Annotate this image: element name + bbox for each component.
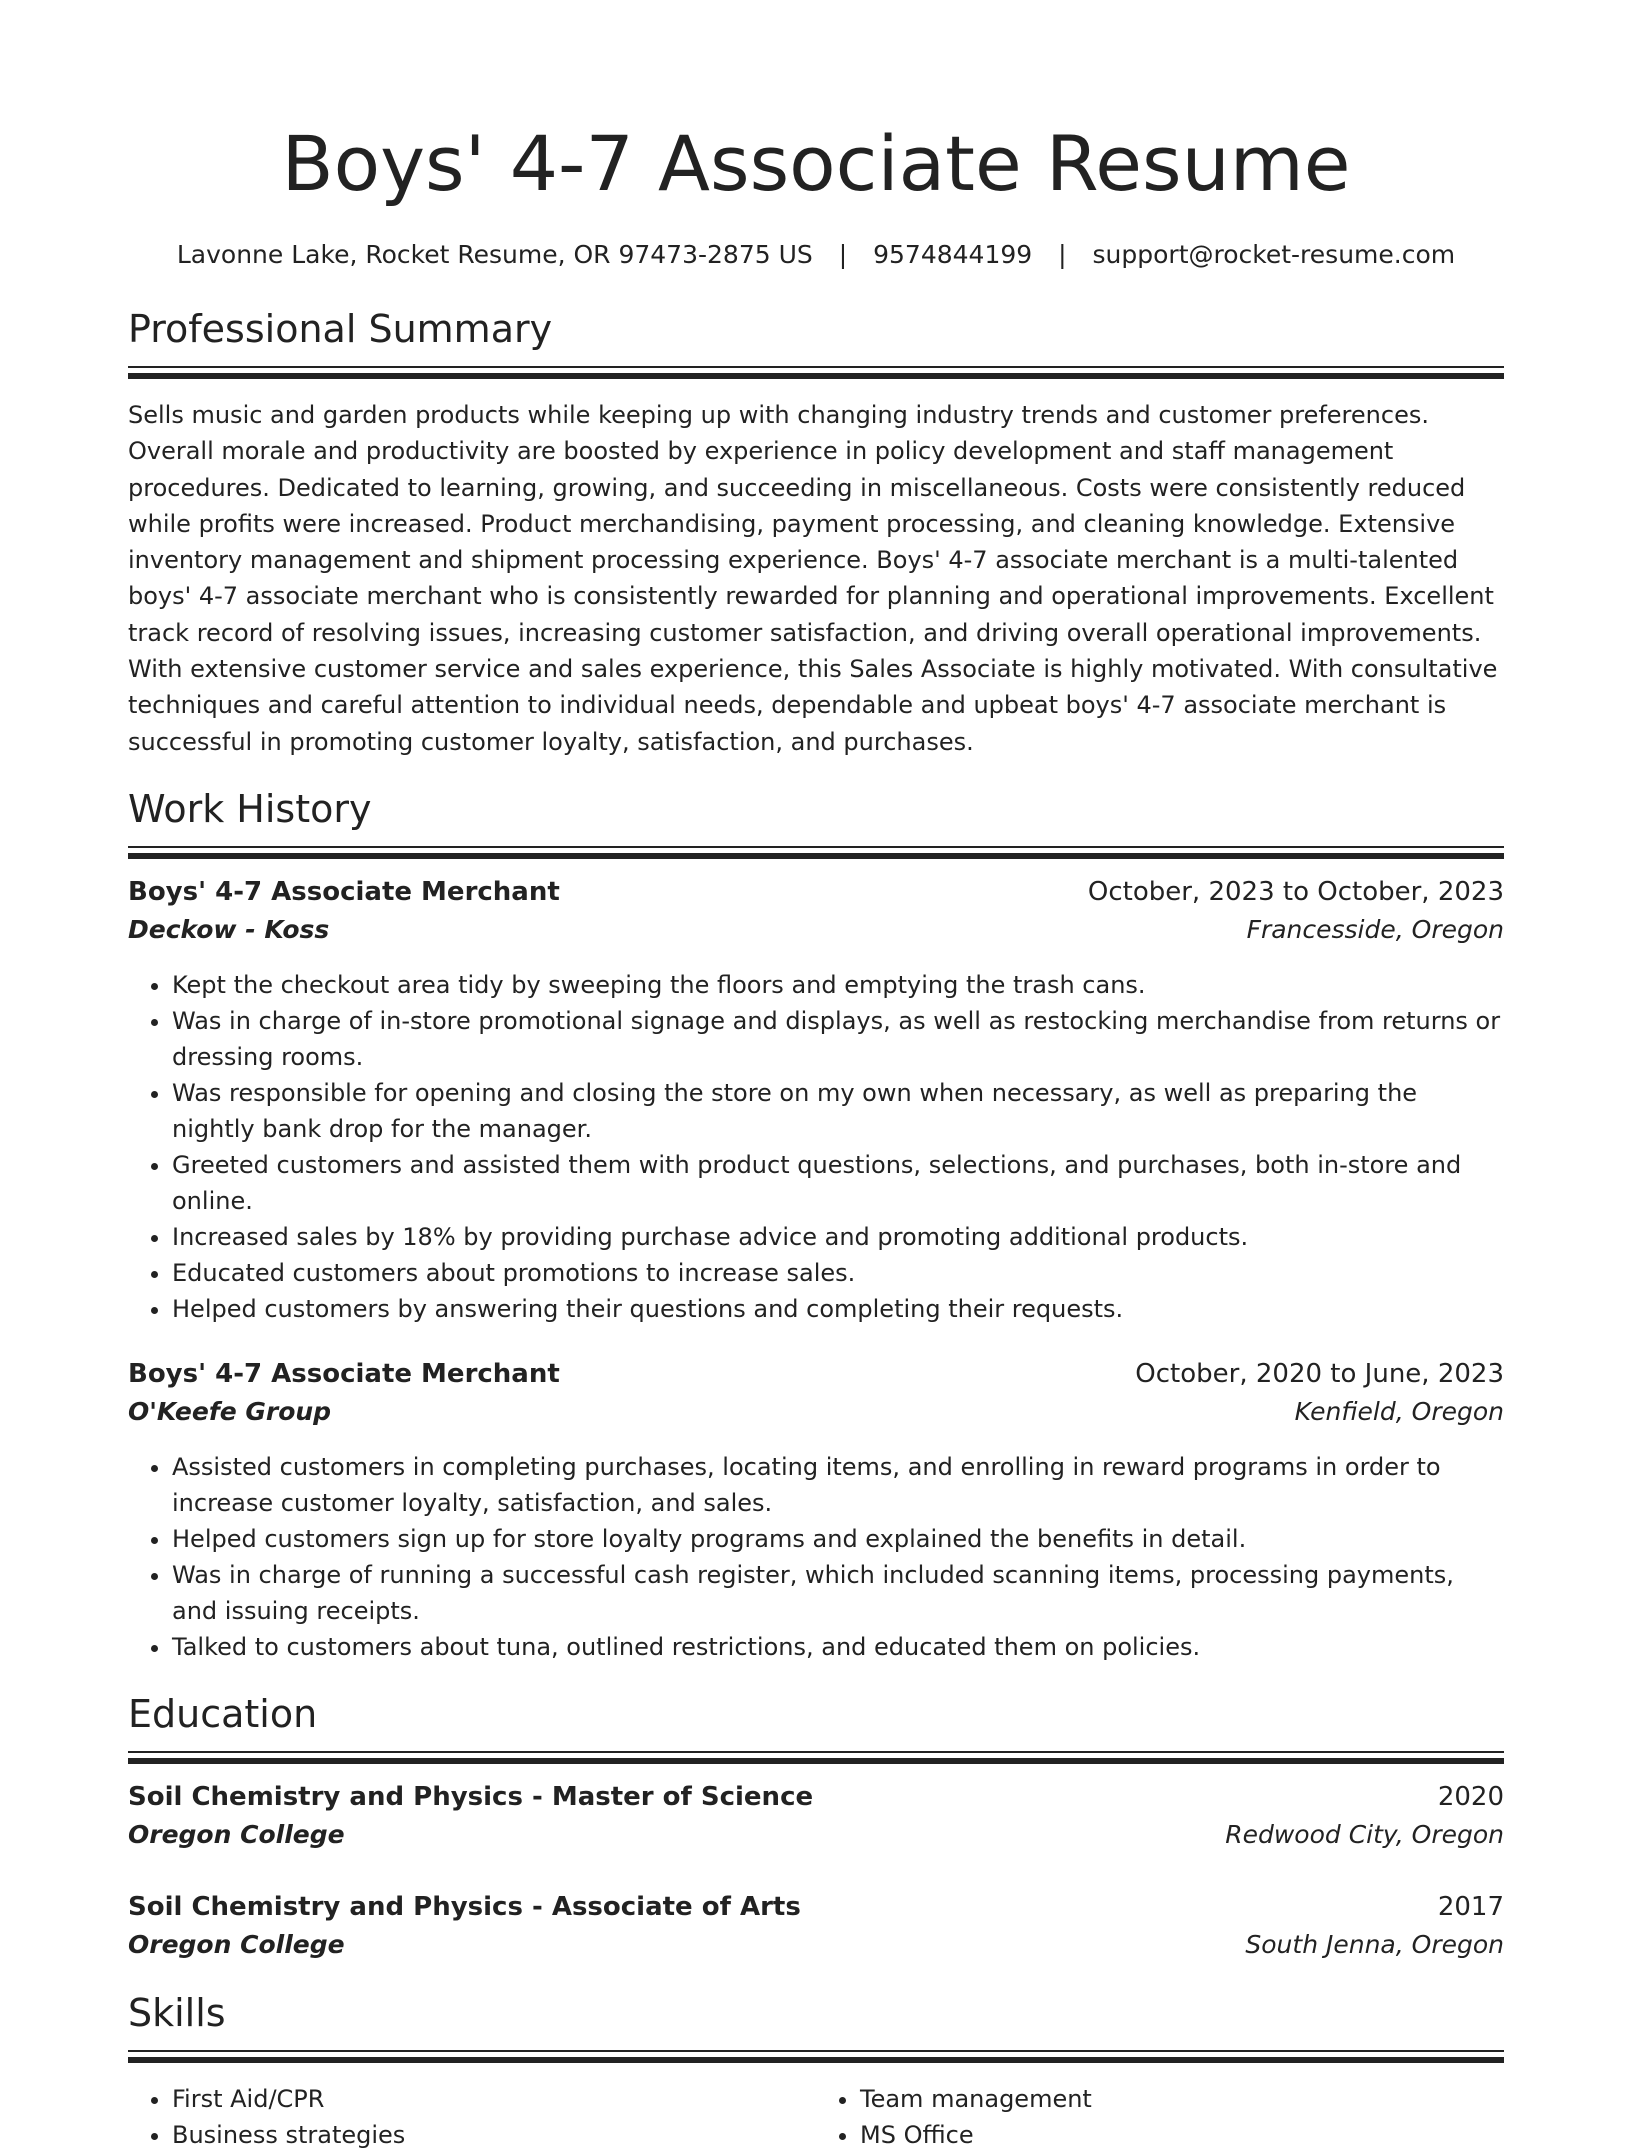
education-entry xyxy=(128,1888,1504,1964)
list-item: • Business strategies xyxy=(172,2117,816,2153)
education-school: Oregon College xyxy=(128,1819,345,1849)
job-entry xyxy=(128,1355,1504,1665)
job-bullets xyxy=(128,967,1504,1327)
list-item: • Assisted customers in completing purchases, locating items, and enrolling in reward programs in order to increase customer loyalty, satisfaction, and sales. xyxy=(172,1449,1504,1521)
skills-heading: Skills xyxy=(128,1990,226,2035)
work-history-section xyxy=(128,786,1504,1665)
job-location: Kenfield, Oregon xyxy=(1294,1396,1504,1426)
skills-column-right xyxy=(816,2081,1504,2153)
job-entry xyxy=(128,873,1504,1327)
summary-text: Sells music and garden products while keeping up with changing industry trends and customer preferences. Overall morale and productivity are boosted by experience in policy development and staff management procedures. Dedicated to learning, growing, and succeeding in miscellaneous. Costs were consistently reduced while profits were increased. Product merchandising, payment processing, and cleaning knowledge. Extensive inventory management and shipment processing experience. Boys' 4-7 associate merchant is a multi-talented boys' 4-7 associate merchant who is consistently rewarded for planning and operational improvements. Excellent track record of resolving issues, increasing customer satisfaction, and driving overall operational improvements. With extensive customer service and sales experience, this Sales Associate is highly motivated. With consultative techniques and careful attention to individual needs, dependable and upbeat boys' 4-7 associate merchant is successful in promoting customer loyalty, satisfaction, and purchases. xyxy=(128,401,1498,756)
education-degree: Soil Chemistry and Physics - Associate of Arts xyxy=(128,1891,801,1922)
list-item: • Kept the checkout area tidy by sweeping the floors and emptying the trash cans. xyxy=(172,967,1504,1003)
education-school: Oregon College xyxy=(128,1929,345,1959)
list-item: • Team management xyxy=(860,2081,1504,2117)
education-heading: Education xyxy=(128,1691,318,1736)
work-history-heading: Work History xyxy=(128,786,372,831)
section-divider xyxy=(128,846,1504,859)
contact-separator: | xyxy=(838,240,848,269)
list-item: • Greeted customers and assisted them with product questions, selections, and purchases, both in-store and online. xyxy=(172,1147,1504,1219)
job-employer: Deckow - Koss xyxy=(128,914,330,944)
education-degree: Soil Chemistry and Physics - Master of Science xyxy=(128,1781,814,1812)
list-item: • First Aid/CPR xyxy=(172,2081,816,2117)
education-location: South Jenna, Oregon xyxy=(1245,1929,1504,1959)
list-item: • Was in charge of running a successful cash register, which included scanning items, processing payments, and issuing receipts. xyxy=(172,1557,1504,1629)
section-divider xyxy=(128,2050,1504,2063)
education-year: 2017 xyxy=(1437,1891,1504,1922)
list-item: • Increased sales by 18% by providing purchase advice and promoting additional products. xyxy=(172,1219,1504,1255)
job-title: Boys' 4-7 Associate Merchant xyxy=(128,1358,560,1389)
list-item: • Talked to customers about tuna, outlined restrictions, and educated them on policies. xyxy=(172,1629,1504,1665)
list-item: • Was in charge of in-store promotional signage and displays, as well as restocking merchandise from returns or dressing rooms. xyxy=(172,1003,1504,1075)
job-employer: O'Keefe Group xyxy=(128,1396,332,1426)
skills-column-left xyxy=(128,2081,816,2153)
section-divider xyxy=(128,1751,1504,1764)
contact-line xyxy=(128,238,1504,272)
contact-separator: | xyxy=(1058,240,1067,269)
job-title: Boys' 4-7 Associate Merchant xyxy=(128,876,560,907)
resume-title: Boys' 4-7 Associate Resume xyxy=(281,119,1351,208)
skills-grid xyxy=(128,2081,1504,2153)
list-item: • Helped customers sign up for store loyalty programs and explained the benefits in detail. xyxy=(172,1521,1504,1557)
education-year: 2020 xyxy=(1437,1781,1504,1812)
list-item: • Was responsible for opening and closing the store on my own when necessary, as well as preparing the nightly bank drop for the manager. xyxy=(172,1075,1504,1147)
job-dates: October, 2023 to October, 2023 xyxy=(1087,876,1504,907)
summary-heading: Professional Summary xyxy=(128,307,553,351)
list-item: • Educated customers about promotions to increase sales. xyxy=(172,1255,1504,1291)
education-entry xyxy=(128,1778,1504,1854)
contact-phone: 9574844199 xyxy=(873,240,1033,269)
skills-section xyxy=(128,1990,1504,2153)
education-location: Redwood City, Oregon xyxy=(1225,1819,1504,1849)
job-location: Francesside, Oregon xyxy=(1246,914,1504,944)
section-divider xyxy=(128,366,1504,379)
education-section xyxy=(128,1691,1504,1964)
job-bullets xyxy=(128,1449,1504,1665)
summary-section xyxy=(128,306,1504,760)
contact-address: Lavonne Lake, Rocket Resume, OR 97473-2875 US xyxy=(176,240,813,269)
job-dates: October, 2020 to June, 2023 xyxy=(1135,1358,1504,1389)
contact-email: support@rocket-resume.com xyxy=(1092,240,1456,269)
list-item: • MS Office xyxy=(860,2117,1504,2153)
list-item: • Helped customers by answering their questions and completing their requests. xyxy=(172,1291,1504,1327)
